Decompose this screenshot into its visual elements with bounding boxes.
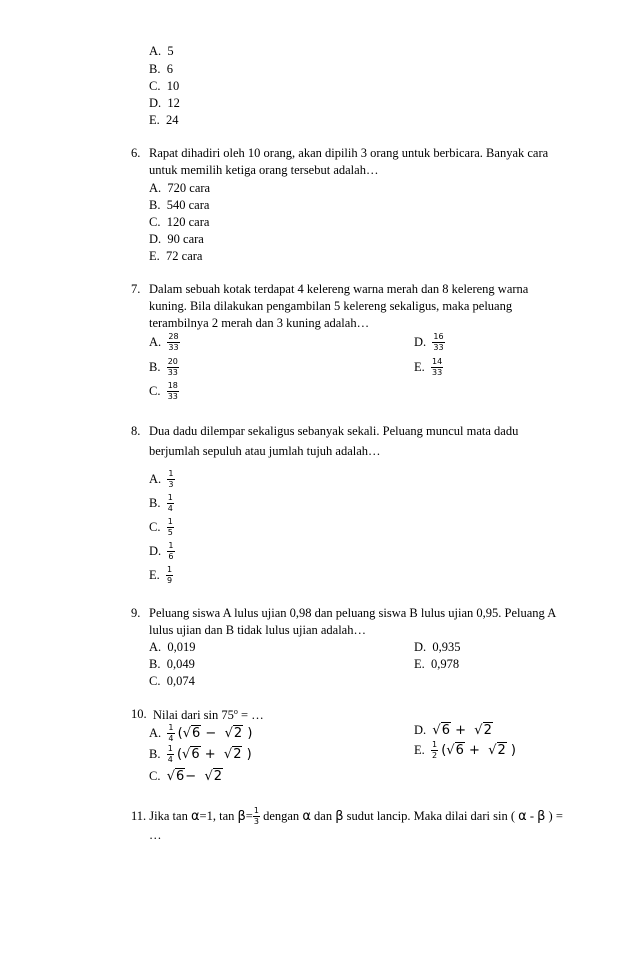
- option-b: B. 540 cara: [149, 198, 210, 212]
- option-c: C. $\frac{18}{33}$: [149, 381, 178, 402]
- option-d: D. 12: [149, 96, 180, 110]
- option-a: A. 0,019: [149, 640, 196, 654]
- sqrt-symbol: √: [224, 725, 233, 741]
- question-text-line: Rapat dihadiri oleh 10 orang, akan dipilih 3 orang untuk berbicara. Banyak cara: [149, 146, 549, 160]
- option-e: E. $\frac{1}{2}$ (√6 + √2 ): [414, 740, 516, 761]
- fraction: $\frac{16}{33}$: [433, 332, 444, 353]
- sqrt-symbol: √: [223, 746, 233, 762]
- fraction: $\frac{20}{33}$: [167, 357, 178, 378]
- option-d: D. 0,935: [414, 640, 461, 654]
- sqrt-symbol: √: [166, 769, 176, 784]
- option-e: E. $\frac{1}{9}$: [149, 565, 173, 586]
- option-d: D. 90 cara: [149, 232, 204, 246]
- sqrt-symbol: √: [488, 742, 497, 758]
- option-a: A. 720 cara: [149, 181, 211, 195]
- option-b: B. $\frac{1}{4}$ (√6 + √2 ): [149, 744, 252, 765]
- question-text-line: untuk memilih ketiga orang tersebut adalah…: [149, 163, 379, 177]
- question-text-line: terambilnya 2 merah dan 3 kuning adalah…: [149, 316, 370, 330]
- option-b: B. 6: [149, 62, 173, 76]
- option-e: E. 72 cara: [149, 249, 203, 263]
- option-d: D. $\frac{1}{6}$: [149, 541, 174, 562]
- fraction: $\frac{1}{2}$: [432, 740, 438, 761]
- option-a: A. $\frac{1}{4}$ (√6 − √2 ): [149, 723, 253, 744]
- sqrt-symbol: √: [182, 725, 191, 741]
- option-b: B. $\frac{1}{4}$: [149, 493, 173, 514]
- option-a: A. 5: [149, 44, 174, 58]
- sqrt-symbol: √: [474, 723, 483, 738]
- fraction: $\frac{1}{6}$: [168, 541, 174, 562]
- question-number: 7.: [131, 282, 141, 296]
- option-c: C. $\frac{1}{5}$: [149, 517, 173, 538]
- question-number: 11.: [131, 808, 147, 823]
- option-e: E. 24: [149, 113, 179, 127]
- question-text-line: Dalam sebuah kotak terdapat 4 kelereng warna merah dan 8 kelereng warna: [149, 282, 529, 296]
- option-c: C. 120 cara: [149, 215, 210, 229]
- option-c: C. 10: [149, 79, 180, 93]
- sqrt-symbol: √: [182, 746, 191, 762]
- fraction: $\frac{18}{33}$: [167, 381, 178, 402]
- question-text-line: …: [149, 828, 162, 842]
- question-number: 8.: [131, 424, 141, 438]
- fraction: $\frac{1}{3}$: [168, 469, 174, 490]
- option-c: C. 0,074: [149, 674, 195, 688]
- question-text-line: 11. Jika tan α=1, tan β= $\frac{1}{3}$ dengan α dan β sudut lancip. Maka dilai dari sin ( α - β ) =: [131, 806, 563, 827]
- question-text-line: Nilai dari $\sin 75^o$ = …: [153, 707, 264, 723]
- question-text-line: lulus ujian dan B tidak lulus ujian adalah…: [149, 623, 366, 637]
- question-text-line: berjumlah sepuluh atau jumlah tujuh adalah…: [149, 444, 381, 458]
- fraction: $\frac{1}{4}$: [167, 493, 173, 514]
- question-number: 10.: [131, 707, 147, 721]
- question-number: 9.: [131, 606, 141, 620]
- question-text-line: kuning. Bila dilakukan pengambilan 5 kelereng sekaligus, maka peluang: [149, 299, 513, 313]
- fraction: $\frac{1}{5}$: [167, 517, 173, 538]
- question-text-line: Peluang siswa A lulus ujian 0,98 dan peluang siswa B lulus ujian 0,95. Peluang A: [149, 606, 557, 620]
- sqrt-symbol: √: [432, 723, 441, 738]
- fraction: $\frac{14}{33}$: [432, 357, 443, 378]
- option-b: B. $\frac{20}{33}$: [149, 357, 178, 378]
- option-b: B. 0,049: [149, 657, 195, 671]
- fraction: $\frac{1}{3}$: [253, 806, 259, 827]
- fraction: $\frac{1}{4}$: [167, 744, 173, 765]
- fraction: $\frac{28}{33}$: [168, 332, 179, 353]
- sqrt-symbol: √: [204, 769, 213, 784]
- option-d: D. √6 + √2: [414, 723, 492, 738]
- sqrt-symbol: √: [446, 742, 455, 758]
- question-text-line: Dua dadu dilempar sekaligus sebanyak sekali. Peluang muncul mata dadu: [149, 424, 519, 438]
- fraction: $\frac{1}{4}$: [168, 723, 174, 744]
- option-c: C. √6− √2: [149, 769, 223, 784]
- option-e: E. 0,978: [414, 657, 460, 671]
- fraction: $\frac{1}{9}$: [167, 565, 173, 586]
- option-a: A. $\frac{28}{33}$: [149, 332, 179, 353]
- option-a: A. $\frac{1}{3}$: [149, 469, 174, 490]
- option-e: E. $\frac{14}{33}$: [414, 357, 443, 378]
- option-d: D. $\frac{16}{33}$: [414, 332, 444, 353]
- question-number: 6.: [131, 146, 141, 160]
